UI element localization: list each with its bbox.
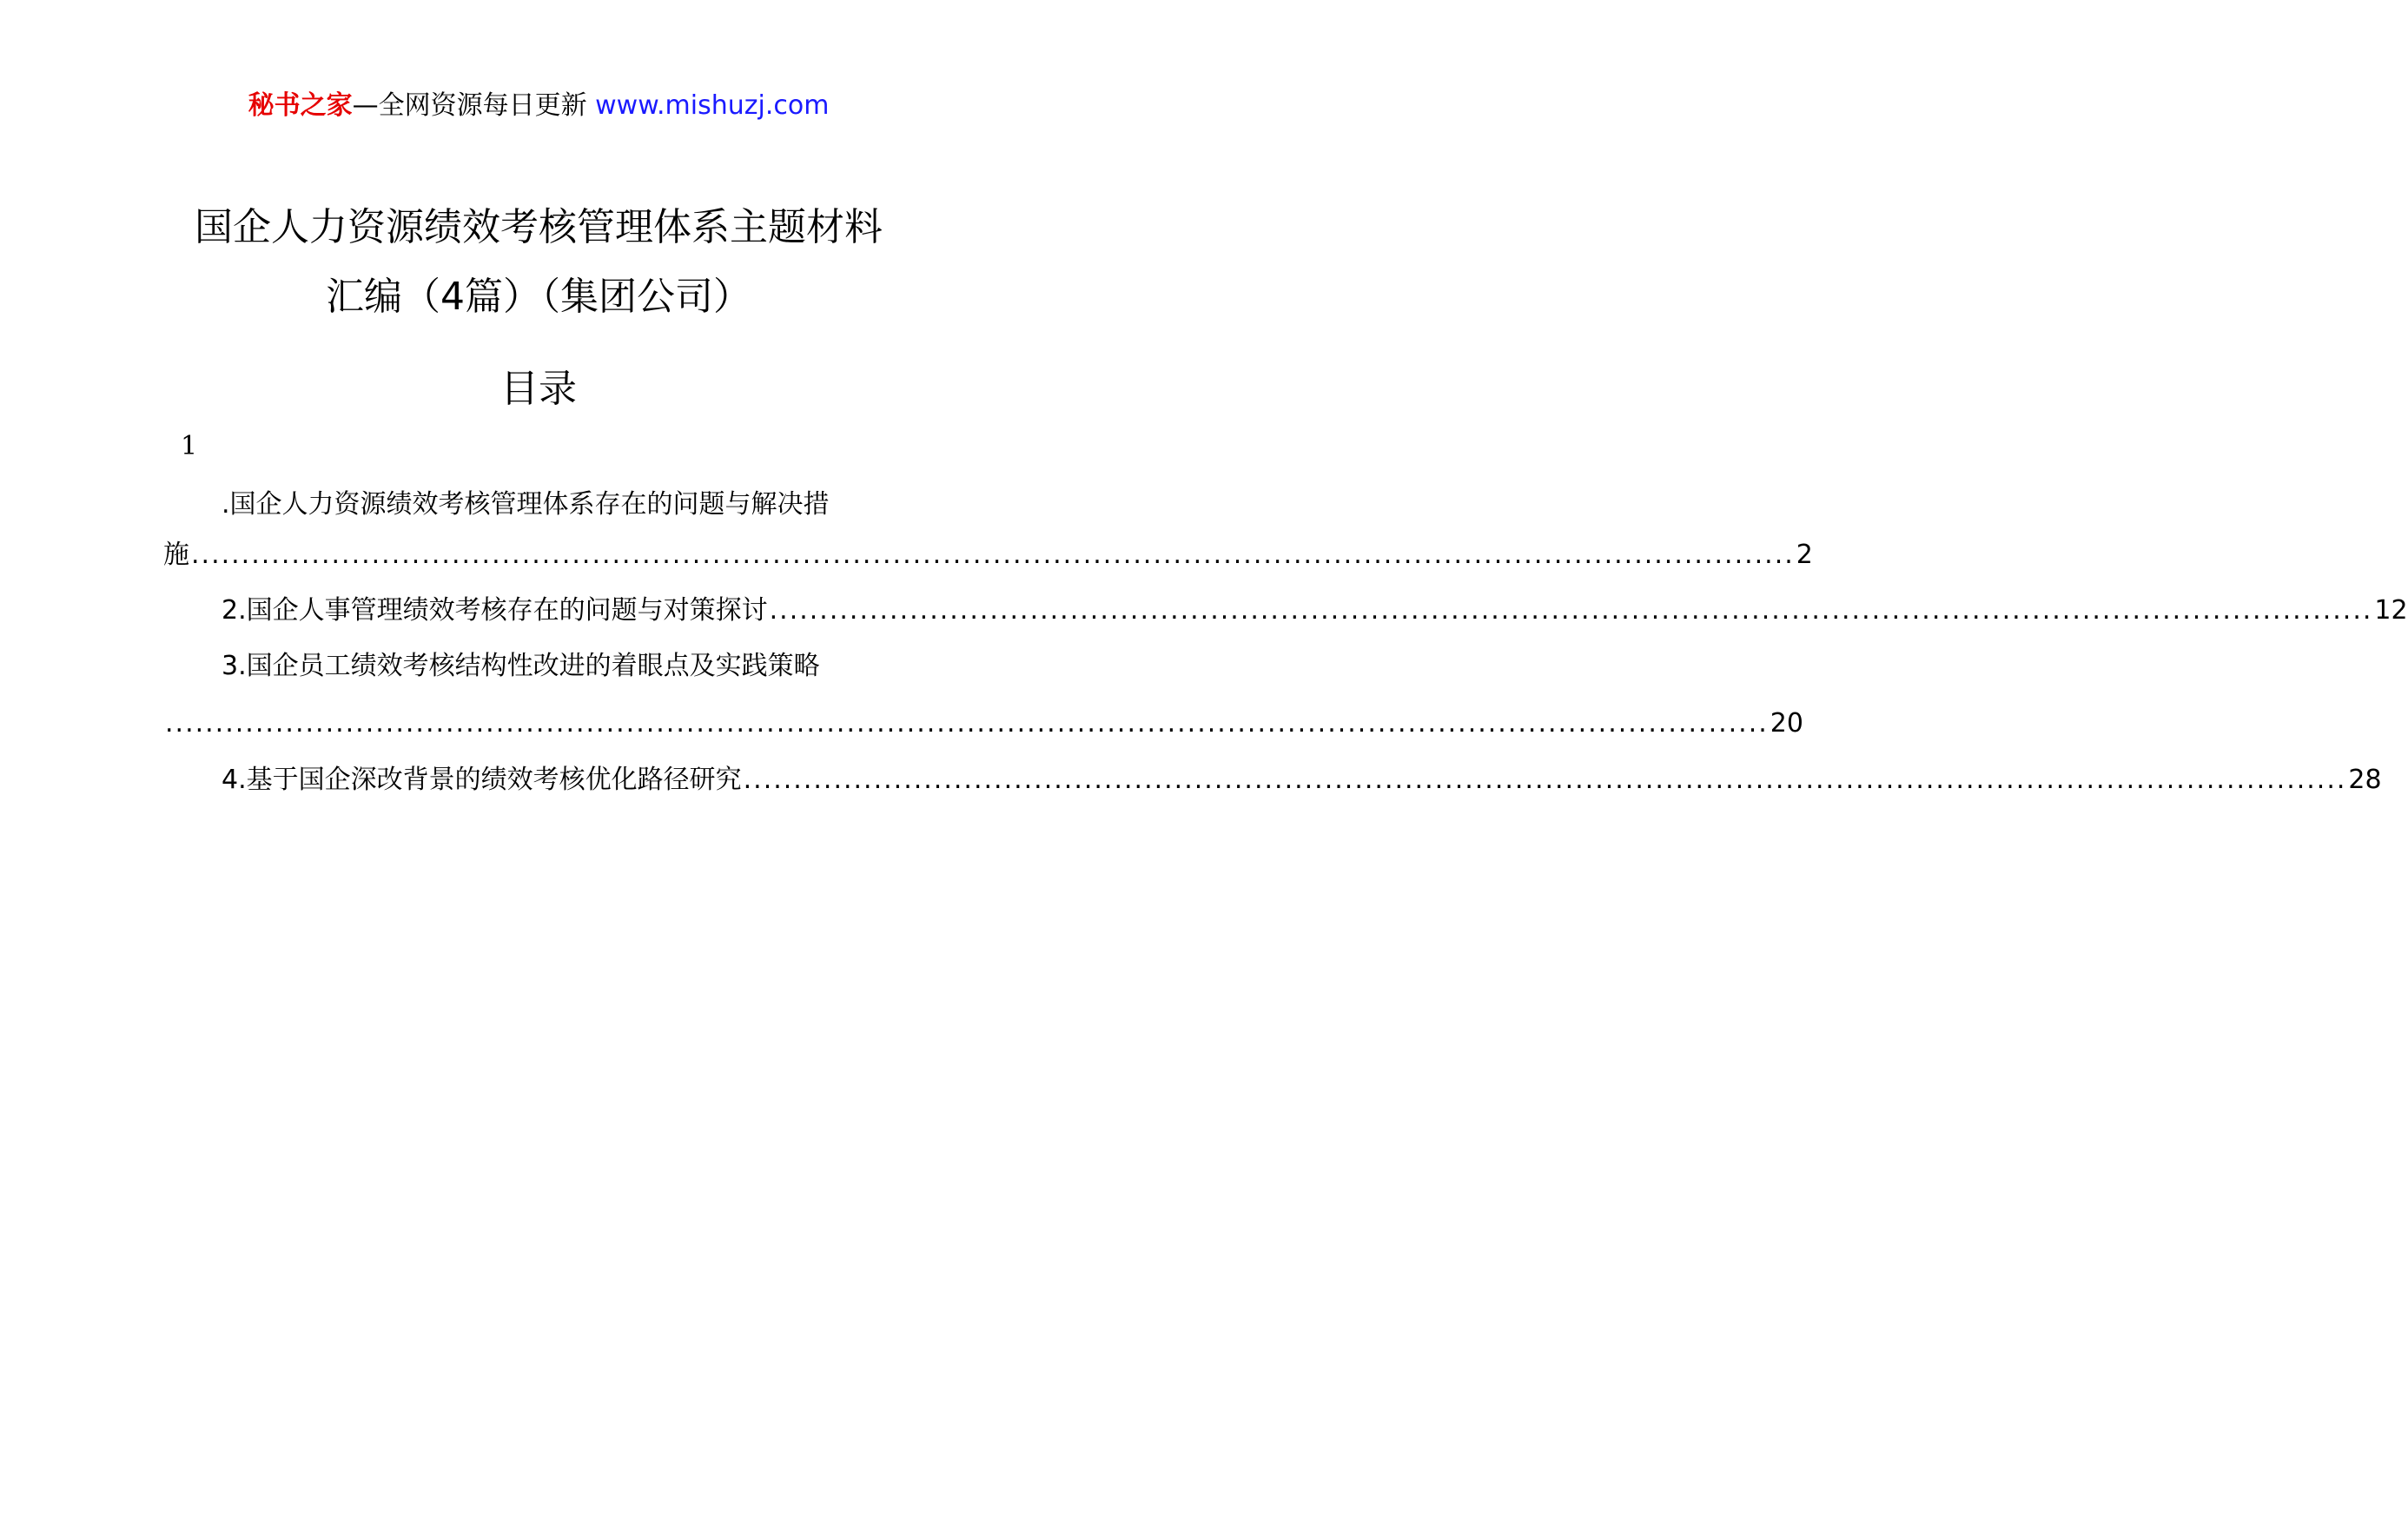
toc-heading: 目录 bbox=[500, 367, 577, 411]
toc-item-3-line-1[interactable] bbox=[222, 647, 910, 686]
toc-leader-dots: ................................................................................................................................................................ bbox=[165, 708, 1769, 739]
toc-item-4-text: 4.基于国企深改背景的绩效考核优化路径研究 bbox=[222, 765, 742, 795]
document-title bbox=[87, 193, 990, 332]
toc-item-2-text: 2.国企人事管理绩效考核存在的问题与对策探讨 bbox=[222, 595, 768, 626]
toc-item-1-line-2[interactable] bbox=[163, 536, 1813, 574]
brand-name: 秘书之家 bbox=[248, 90, 353, 121]
site-url-link[interactable]: www.mishuzj.com bbox=[595, 90, 830, 121]
toc-item-2[interactable] bbox=[222, 592, 2408, 630]
toc-item-4-page: 28 bbox=[2348, 765, 2382, 795]
toc-leader-dots: ................................................................................................................................................................ bbox=[191, 540, 1795, 570]
toc-item-2-page: 12 bbox=[2374, 595, 2408, 626]
toc-item-3-text: 3.国企员工绩效考核结构性改进的着眼点及实践策略 bbox=[222, 651, 820, 681]
toc-item-1-line-1[interactable] bbox=[222, 486, 910, 524]
toc-item-1-text-cont: 施 bbox=[163, 540, 189, 570]
toc-leader-dots: ................................................................................................................................................................ bbox=[769, 595, 2373, 626]
toc-item-1-page: 2 bbox=[1796, 540, 1813, 570]
toc-item-4[interactable] bbox=[222, 761, 2382, 799]
toc-item-3-page: 20 bbox=[1770, 708, 1803, 739]
site-slogan: —全网资源每日更新 bbox=[352, 90, 587, 121]
title-line-2: 汇编（4篇）（集团公司） bbox=[326, 275, 751, 319]
toc-leader-dots: ................................................................................................................................................................ bbox=[743, 765, 2347, 795]
toc-item-1-text: .国企人力资源绩效考核管理体系存在的问题与解决措 bbox=[222, 489, 830, 520]
toc-item-1-number: 1 bbox=[181, 431, 198, 461]
title-line-1: 国企人力资源绩效考核管理体系主题材料 bbox=[195, 205, 883, 249]
toc-item-3-line-2[interactable] bbox=[163, 705, 1803, 743]
site-header bbox=[0, 87, 1077, 125]
